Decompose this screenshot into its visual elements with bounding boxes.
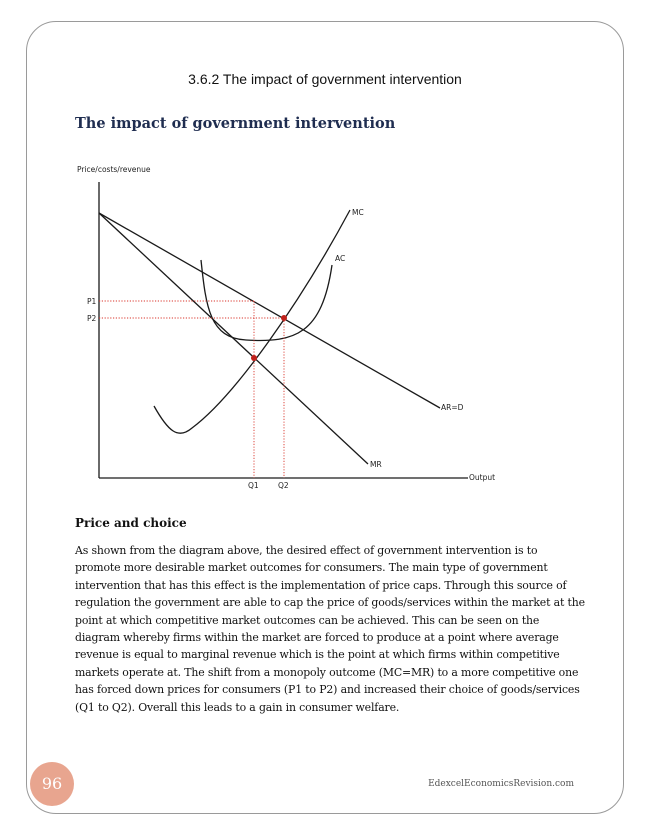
page-header-title: 3.6.2 The impact of government intervention [188, 71, 462, 87]
ard-curve-label: AR=D [441, 403, 464, 412]
page-number-badge: 96 [30, 762, 74, 806]
price-and-choice-heading: Price and choice [75, 516, 187, 530]
body-paragraph: As shown from the diagram above, the desired effect of government intervention is to promote more desirable market outcomes for consumers. The main type of government intervention that has this effect is the implementation of price caps. Through this source of regulation the government are able to cap the price of goods/services within the market at the point at which competitive market outcomes can be achieved. This can be seen on the diagram whereby firms within the market are forced to produce at a point where average revenue is equal to marginal revenue which is the point at which firms within competitive markets operate at. The shift from a monopoly outcome (MC=MR) to a more competitive one has forced down prices for consumers (P1 to P2) and increased their choice of goods/services (Q1 to Q2). Overall this leads to a gain in consumer welfare. [75, 544, 585, 714]
monopoly-equilibrium-point [251, 355, 257, 361]
mc-curve [154, 210, 350, 433]
p1-label: P1 [87, 297, 97, 306]
y-axis-label: Price/costs/revenue [77, 165, 151, 174]
section-heading: The impact of government intervention [75, 115, 396, 132]
x-axis-label: Output [469, 473, 496, 482]
monopoly-intervention-diagram [70, 158, 510, 498]
q2-label: Q2 [278, 481, 289, 490]
regulated-equilibrium-point [281, 315, 287, 321]
ac-curve-label: AC [335, 254, 346, 263]
q1-label: Q1 [248, 481, 259, 490]
ard-curve [99, 213, 440, 408]
mr-curve-label: MR [370, 460, 382, 469]
footer-site-name: EdexcelEconomicsRevision.com [428, 779, 574, 789]
p2-label: P2 [87, 314, 97, 323]
ac-curve [201, 260, 332, 340]
mc-curve-label: MC [352, 208, 364, 217]
